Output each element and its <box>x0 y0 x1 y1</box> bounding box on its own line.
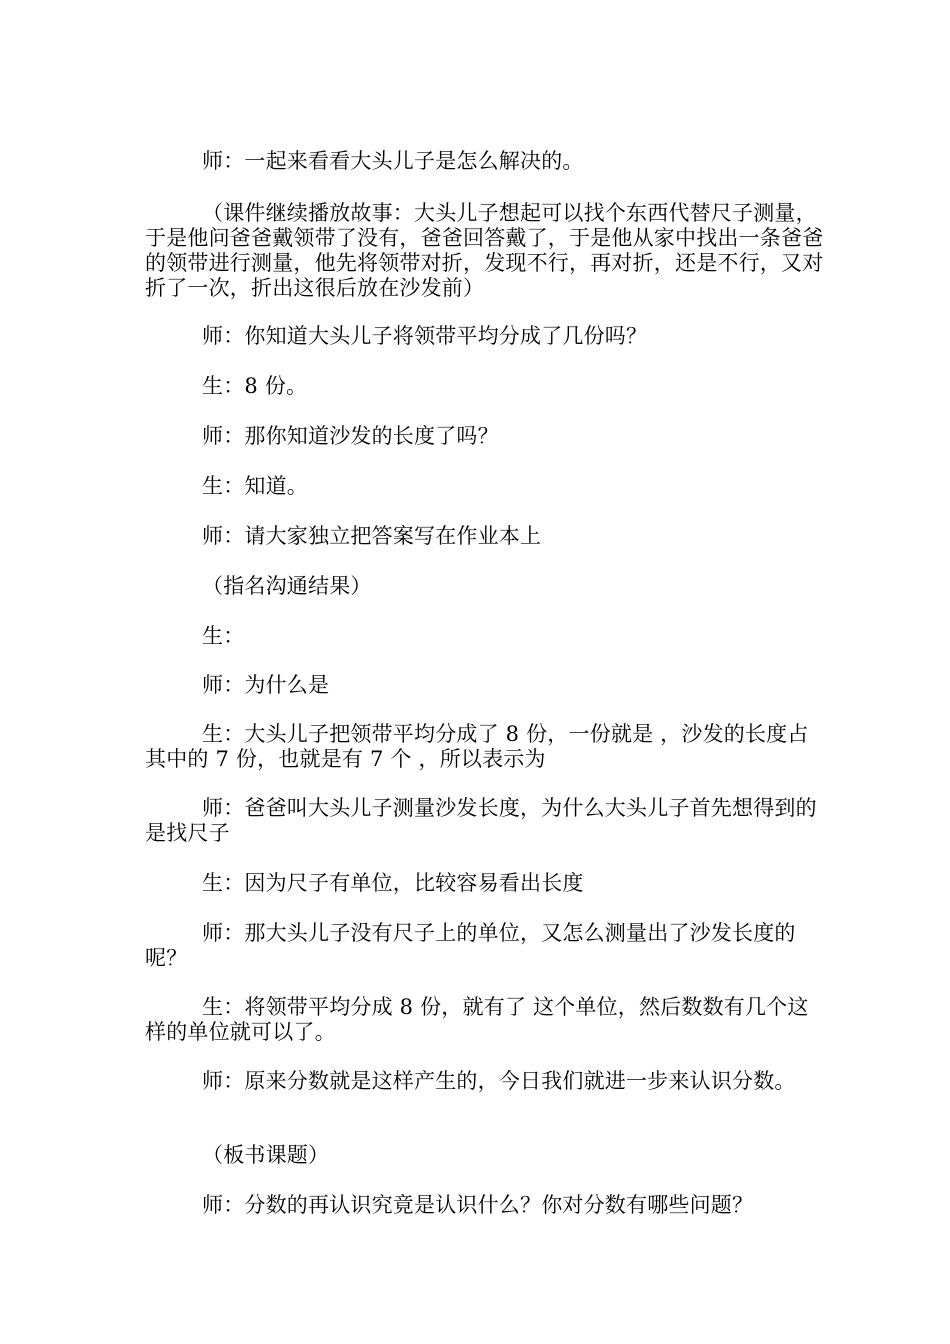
paragraph-5: 师：那你知道沙发的长度了吗？ <box>202 424 499 448</box>
paragraph-13: 生：因为尺子有单位，比较容易看出长度 <box>202 871 584 895</box>
paragraph-9: 生： <box>202 624 245 648</box>
paragraph-16: 师：原来分数就是这样产生的，今日我们就进一步来认识分数。 <box>202 1069 796 1093</box>
paragraph-17: （板书课题） <box>202 1143 330 1167</box>
paragraph-2: （课件继续播放故事：大头儿子想起可以找个东西代替尺子测量，于是他问爸爸戴领带了没有，爸爸回答戴了，于是他从家中找出一条爸爸的领带进行测量，他先将领带对折，发现不行，再对折，还是不行，又对折了一次，折出这很后放在沙发前） <box>145 201 824 300</box>
paragraph-3: 师：你知道大头儿子将领带平均分成了几份吗？ <box>202 324 648 348</box>
paragraph-6: 生：知道。 <box>202 474 308 498</box>
paragraph-12: 师：爸爸叫大头儿子测量沙发长度，为什么大头儿子首先想得到的是找尺子 <box>145 796 817 845</box>
paragraph-14: 师：那大头儿子没有尺子上的单位，又怎么测量出了沙发长度的呢？ <box>145 921 796 970</box>
paragraph-8: （指名沟通结果） <box>202 574 372 598</box>
paragraph-11: 生：大头儿子把领带平均分成了 8 份，一份就是 ，沙发的长度占其中的 7 份，也就是有 7 个 ，所以表示为 <box>145 722 809 771</box>
paragraph-18: 师：分数的再认识究竟是认识什么？你对分数有哪些问题？ <box>202 1193 754 1217</box>
paragraph-7: 师：请大家独立把答案写在作业本上 <box>202 524 542 548</box>
paragraph-1: 师：一起来看看大头儿子是怎么解决的。 <box>202 149 584 173</box>
paragraph-10: 师：为什么是 <box>202 673 330 697</box>
paragraph-4: 生：8 份。 <box>202 374 308 398</box>
paragraph-15: 生：将领带平均分成 8 份，就有了 这个单位，然后数数有几个这样的单位就可以了。 <box>145 995 809 1044</box>
